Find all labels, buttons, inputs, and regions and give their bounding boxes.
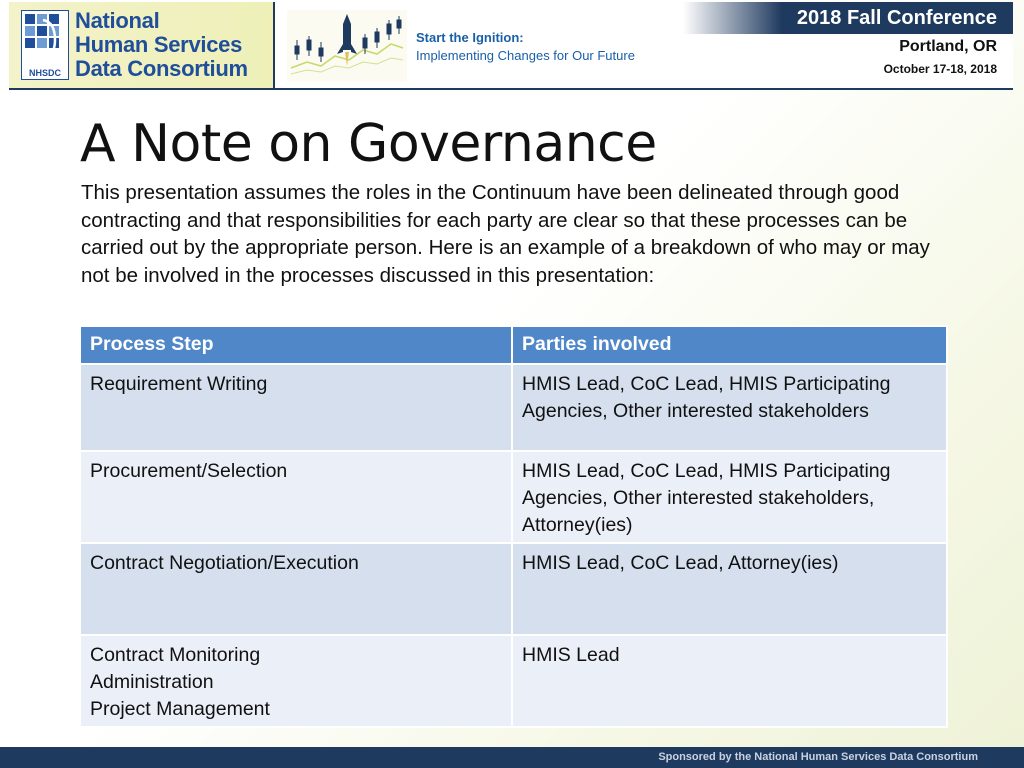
process-step-cell <box>80 635 512 727</box>
parties-cell: HMIS Lead, CoC Lead, Attorney(ies) <box>512 543 947 635</box>
process-step-cell <box>80 364 512 451</box>
logo <box>9 2 275 88</box>
process-step-text: Project Management <box>90 698 270 720</box>
parties-cell: HMIS Lead <box>512 635 947 727</box>
conference-location: Portland, OR <box>899 38 997 55</box>
table-row <box>80 364 947 451</box>
nhsdc-logo-icon <box>21 10 69 80</box>
process-step-text: Contract Monitoring <box>90 644 261 666</box>
process-step-text: Requirement Writing <box>90 373 268 395</box>
process-step-text: Contract Negotiation/Execution <box>90 552 359 574</box>
logo-line: Data Consortium <box>75 56 248 81</box>
column-header-parties: Parties involved <box>512 326 947 364</box>
parties-cell: HMIS Lead, CoC Lead, HMIS Participating Agencies, Other interested stakeholders, Attorney(ies) <box>512 451 947 543</box>
logo-line: National <box>75 8 160 33</box>
tagline <box>416 29 635 65</box>
process-step-cell <box>80 543 512 635</box>
footer-sponsor: Sponsored by the National Human Services Data Consortium <box>0 747 1024 768</box>
rocket-chart-icon <box>287 10 407 82</box>
process-step-text: Procurement/Selection <box>90 460 288 482</box>
conference-dates: October 17-18, 2018 <box>883 62 997 76</box>
page-title: A Note on Governance <box>80 114 657 174</box>
column-header-process-step: Process Step <box>80 326 512 364</box>
header-banner <box>9 2 1013 90</box>
intro-paragraph: This presentation assumes the roles in the Continuum have been delineated through good contracting and that responsibilities for each party are clear so that these processes can be carried out by the appropriate person. Here is an example of a breakdown of who may or may not be involved in the processes discussed in this presentation: <box>81 181 930 287</box>
tagline-subtitle: Implementing Changes for Our Future <box>416 48 635 63</box>
conference-name: 2018 Fall Conference <box>683 2 1013 34</box>
table-header-row <box>80 326 947 364</box>
table-row <box>80 635 947 727</box>
process-step-text: Administration <box>90 671 214 693</box>
table-row <box>80 451 947 543</box>
logo-mark-text: NHSDC <box>28 68 62 78</box>
table-row <box>80 543 947 635</box>
logo-line: Human Services <box>75 32 242 57</box>
tagline-title: Start the Ignition: <box>416 30 524 45</box>
governance-table <box>79 325 948 728</box>
parties-cell: HMIS Lead, CoC Lead, HMIS Participating Agencies, Other interested stakeholders <box>512 364 947 451</box>
logo-text <box>75 9 248 81</box>
process-step-cell <box>80 451 512 543</box>
